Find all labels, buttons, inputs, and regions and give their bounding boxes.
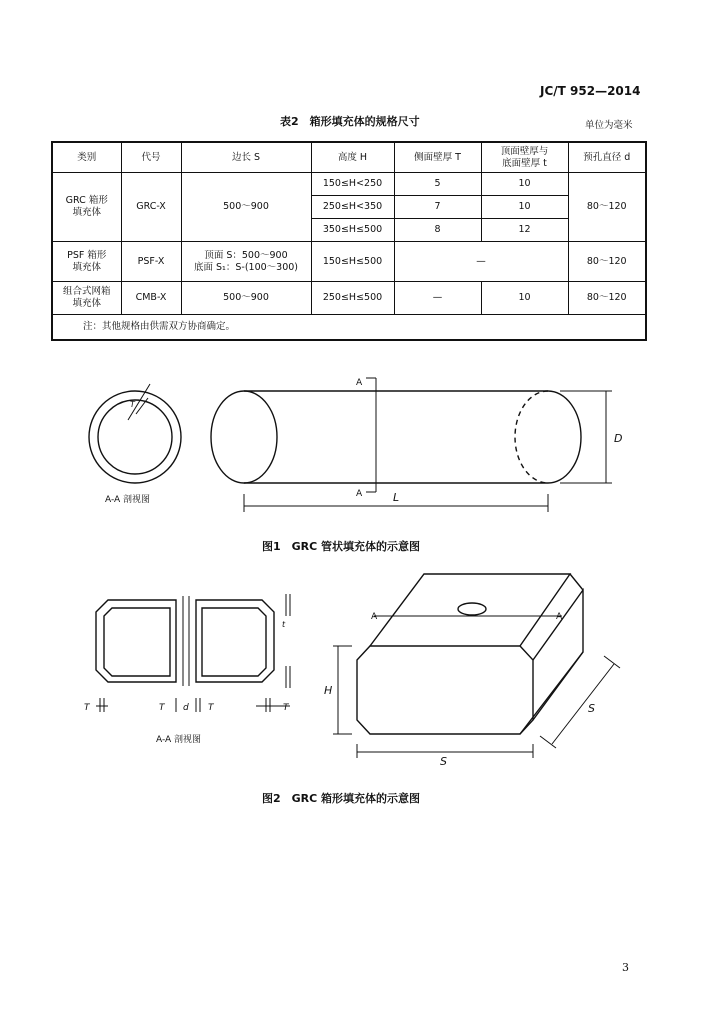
thickness-cell: — — [394, 242, 568, 282]
header-cell: 预孔直径 d — [568, 142, 646, 173]
height-cell: 250≤H<350 — [311, 196, 394, 219]
wall-label: T — [130, 400, 135, 409]
header-cell: 顶面壁厚与底面壁厚 t — [481, 142, 568, 173]
side-line: 顶面 S：500～900 — [204, 249, 288, 261]
section-mark-bottom: A — [356, 489, 363, 499]
table-title: 表2 箱形填充体的规格尺寸 — [280, 115, 420, 128]
figure2-drawing — [96, 574, 620, 758]
side-cell: 500～900 — [181, 282, 311, 315]
header-cell: 类别 — [52, 142, 121, 173]
figure1-labels — [105, 378, 622, 505]
side-line: 底面 S₁：S-(100～300) — [194, 261, 298, 273]
wall-label-right: T — [208, 703, 214, 713]
diameter-label: D — [614, 432, 623, 445]
code-cell: CMB-X — [121, 282, 181, 315]
hole-cell: 80～120 — [568, 173, 646, 242]
side-thickness-cell: 7 — [394, 196, 481, 219]
top-bottom-thickness-cell: 10 — [481, 196, 568, 219]
standard-number: JC/T 952—2014 — [540, 84, 641, 98]
pipe-section-inner — [98, 400, 172, 474]
header-cell: 高度 H — [311, 142, 394, 173]
pipe-end-far-hidden — [515, 391, 548, 483]
side-thickness-cell: 8 — [394, 219, 481, 242]
wall-label-far: T — [283, 703, 289, 713]
height-cell: 350≤H≤500 — [311, 219, 394, 242]
figure1-drawing — [89, 378, 612, 512]
figure2-labels — [84, 612, 595, 768]
hole-cell: 80～120 — [568, 242, 646, 282]
category-cell: 组合式网箱填充体 — [52, 282, 121, 315]
top-bottom-thickness-cell: 10 — [481, 282, 568, 315]
page-number: 3 — [622, 961, 629, 974]
wall-label-left: T — [84, 703, 90, 713]
top-wall-label: t — [282, 620, 286, 629]
side-thickness-cell: — — [394, 282, 481, 315]
pipe-end-near — [211, 391, 277, 483]
side-label-bottom: S — [440, 755, 447, 768]
category-cell: GRC 箱形填充体 — [52, 173, 121, 242]
section-mark-top: A — [356, 378, 363, 388]
header-cell: 边长 S — [181, 142, 311, 173]
header-cell: 侧面壁厚 T — [394, 142, 481, 173]
side-cell: 500～900 — [181, 173, 311, 242]
figure1-caption: 图1 GRC 管状填充体的示意图 — [262, 540, 421, 553]
top-bottom-thickness-cell: 12 — [481, 219, 568, 242]
header-cell: 代号 — [121, 142, 181, 173]
side-label-diagonal: S — [588, 702, 595, 715]
figure2-section-label: A-A 剖视图 — [156, 735, 202, 745]
height-cell: 150≤H≤500 — [311, 242, 394, 282]
section-mark-right: A — [556, 612, 563, 622]
wall-label-mid: T — [159, 703, 165, 713]
height-cell: 150≤H<250 — [311, 173, 394, 196]
figure1-section-label: A-A 剖视图 — [105, 495, 151, 505]
hole-cell: 80～120 — [568, 282, 646, 315]
code-cell: PSF-X — [121, 242, 181, 282]
code-cell: GRC-X — [121, 173, 181, 242]
table-note: 注：其他规格由供需双方协商确定。 — [52, 315, 646, 341]
length-label: L — [393, 491, 400, 504]
top-bottom-thickness-cell: 10 — [481, 173, 568, 196]
pipe-section-outer — [89, 391, 181, 483]
table-unit: 单位为毫米 — [585, 120, 633, 131]
height-cell: 250≤H≤500 — [311, 282, 394, 315]
figure2-caption: 图2 GRC 箱形填充体的示意图 — [262, 792, 421, 805]
category-cell: PSF 箱形填充体 — [52, 242, 121, 282]
side-thickness-cell: 5 — [394, 173, 481, 196]
section-mark-left: A — [371, 612, 378, 622]
pipe-end-far-visible — [548, 391, 581, 483]
height-label: H — [324, 684, 333, 697]
gap-label: d — [183, 703, 189, 713]
